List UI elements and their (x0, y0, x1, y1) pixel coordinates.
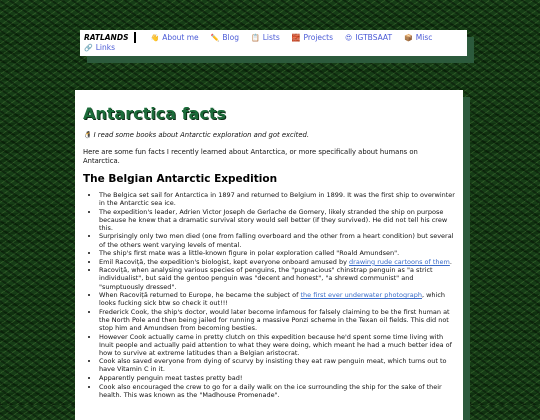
link-icon: 🔗 (84, 44, 93, 52)
pencil-icon: ✏️ (210, 33, 220, 42)
page-title: Antarctica facts (83, 104, 226, 123)
penguin-icon: 🐧 (83, 131, 92, 139)
list-item: • The Belgica set sail for Antarctica in 1897 and returned to Belgium in 1899. It was the first ship to overwinter in the Antarctic sea ice. (99, 191, 455, 207)
list-item: • Surprisingly only two men died (one from falling overboard and the other from a heart condition) but several of the others went varying levels of mental. (99, 232, 455, 248)
intro-paragraph: Here are some fun facts I recently learned about Antarctica, or more specifically about humans on Antarctica. (83, 148, 418, 165)
nav-link-label: About me (162, 32, 199, 42)
list-item: • Racoviță, when analysing various species of penguins, the "pugnacious" chinstrap penguin as "a strict individualist", but said the gentoo penguin was "decent and honest", "a shrewd communist" and "sumptuously dressed". (99, 266, 455, 290)
list-item: • Cook also encouraged the crew to go for a daily walk on the ice surrounding the ship for the sake of their health. This was known as the "Madhouse Promenade". (99, 383, 455, 399)
bricks-icon: 🧱 (291, 33, 301, 42)
fact-link[interactable]: the first ever underwater photograph (300, 291, 422, 300)
fact-text: Emil Racoviță, the expedition's biologist, kept everyone onboard amused by (99, 257, 350, 266)
nav-link-label: IGTBSAAT (355, 32, 393, 42)
nav-link-label: Projects (303, 32, 334, 42)
nav-link-links[interactable] (84, 43, 115, 53)
main-content (75, 90, 463, 420)
list-item (99, 291, 455, 307)
nav-link-label: Links (95, 43, 115, 52)
list-item: • The ship's first mate was a little-known figure in polar exploration called "Roald Amundsen". (99, 249, 455, 257)
intro-label: I read some books about Antarctic exploration and got excited. (93, 131, 309, 139)
list-icon: 📋 (250, 33, 260, 42)
nav-link-misc[interactable] (404, 33, 432, 43)
facts-list (83, 191, 455, 399)
list-item (99, 258, 455, 266)
nav-link-about-me[interactable] (150, 33, 198, 43)
nav-link-label: Blog (222, 32, 239, 42)
nav-link-projects[interactable] (292, 33, 333, 43)
nav-link-blog[interactable] (211, 33, 239, 43)
nav-link-label: Lists (262, 32, 280, 42)
fact-text: When Racoviță returned to Europe, he became the subject of (99, 291, 301, 300)
nav-link-igtbsaat[interactable] (345, 33, 392, 43)
wave-icon: 👋 (150, 33, 160, 42)
fact-link[interactable]: drawing rude cartoons of them (349, 257, 450, 266)
fact-text: , which looks fucking sick btw so check it out!!! (99, 291, 446, 308)
list-item: • Apparently penguin meat tastes pretty bad! (99, 374, 455, 382)
box-icon: 📦 (404, 33, 413, 42)
nav-link-label: Misc (415, 32, 433, 42)
site-brand[interactable]: RATLANDS (84, 32, 136, 43)
fact-text: . (449, 257, 452, 266)
intro-text (83, 131, 455, 139)
nav-link-lists[interactable] (251, 33, 280, 43)
section-title: The Belgian Antarctic Expedition (83, 173, 278, 185)
list-item: • The expedition's leader, Adrien Victor Joseph de Gerlache de Gomery, likely stranded the ship on purpose because he knew that a dramatic survival story would sell better (if they survived). He did not tell his crew this. (99, 208, 455, 232)
list-item: • Cook also saved everyone from dying of scurvy by insisting they eat raw penguin meat, which turns out to have Vitamin C in it. (99, 357, 455, 373)
list-item: • However Cook actually came in pretty clutch on this expedition because he'd spent some time living with Inuit people and actually paid attention to what they were doing, which meant he had a much better idea of how to survive at extreme latitudes than a Belgian aristocrat. (99, 333, 455, 357)
list-item: • Frederick Cook, the ship's doctor, would later become infamous for falsely claiming to be the first human at the North Pole and then being jailed for running a massive Ponzi scheme in the Texan oil fields. This did not stop him and Amundsen from becoming besties. (99, 308, 455, 332)
heart-eyes-icon: 😍 (345, 33, 353, 42)
top-nav (80, 30, 467, 56)
